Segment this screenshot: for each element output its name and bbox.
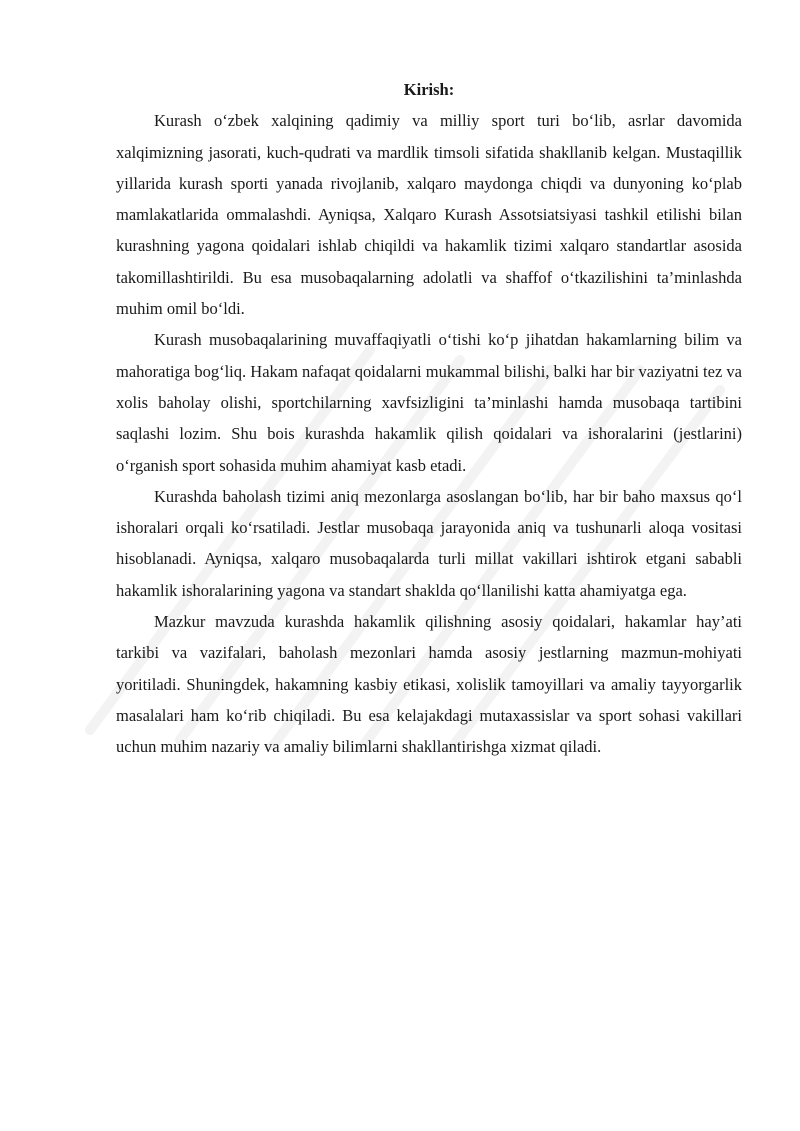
document-body	[116, 74, 742, 763]
paragraph-2: Kurash musobaqalarining muvaffaqiyatli o‘tishi ko‘p jihatdan hakamlarning bilim va mahoratiga bog‘liq. Hakam nafaqat qoidalarni mukammal bilishi, balki har bir vaziyatni tez va xolis baholay olishi, sportchilarning xavfsizligini ta’minlashi hamda musobaqa tartibini saqlashi lozim. Shu bois kurashda hakamlik qilish qoidalari va ishoralarini (jestlarini) o‘rganish sport sohasida muhim ahamiyat kasb etadi.	[116, 330, 742, 475]
paragraph-1: Kurash o‘zbek xalqining qadimiy va milliy sport turi bo‘lib, asrlar davomida xalqimizning jasorati, kuch-qudrati va mardlik timsoli sifatida shakllanib kelgan. Mustaqillik yillarida kurash sporti yanada rivojlanib, xalqaro maydonga chiqdi va dunyoning ko‘plab mamlakatlarida ommalashdi. Ayniqsa, Xalqaro Kurash Assotsiatsiyasi tashkil etilishi bilan kurashning yagona qoidalari ishlab chiqildi va hakamlik tizimi xalqaro standartlar asosida takomillashtirildi. Bu esa musobaqalarning adolatli va shaffof o‘tkazilishini ta’minlashda muhim omil bo‘ldi.	[116, 111, 742, 319]
paragraph-3: Kurashda baholash tizimi aniq mezonlarga asoslangan bo‘lib, har bir baho maxsus qo‘l ishoralari orqali ko‘rsatiladi. Jestlar musobaqa jarayonida aniq va tushunarli aloqa vositasi hisoblanadi. Ayniqsa, xalqaro musobaqalarda turli millat vakillari ishtirok etgani sababli hakamlik ishoralarining yagona va standart shaklda qo‘llanilishi katta ahamiyatga ega.	[116, 486, 742, 600]
section-heading: Kirish:	[403, 80, 455, 99]
paragraph-4: Mazkur mavzuda kurashda hakamlik qilishning asosiy qoidalari, hakamlar hay’ati tarkibi va vazifalari, baholash mezonlari hamda asosiy jestlarning mazmun-mohiyati yoritiladi. Shuningdek, hakamning kasbiy etikasi, xolislik tamoyillari va amaliy tayyorgarlik masalalari ham ko‘rib chiqiladi. Bu esa kelajakdagi mutaxassislar va sport sohasi vakillari uchun muhim nazariy va amaliy bilimlarni shakllantirishga xizmat qiladi.	[116, 612, 742, 757]
